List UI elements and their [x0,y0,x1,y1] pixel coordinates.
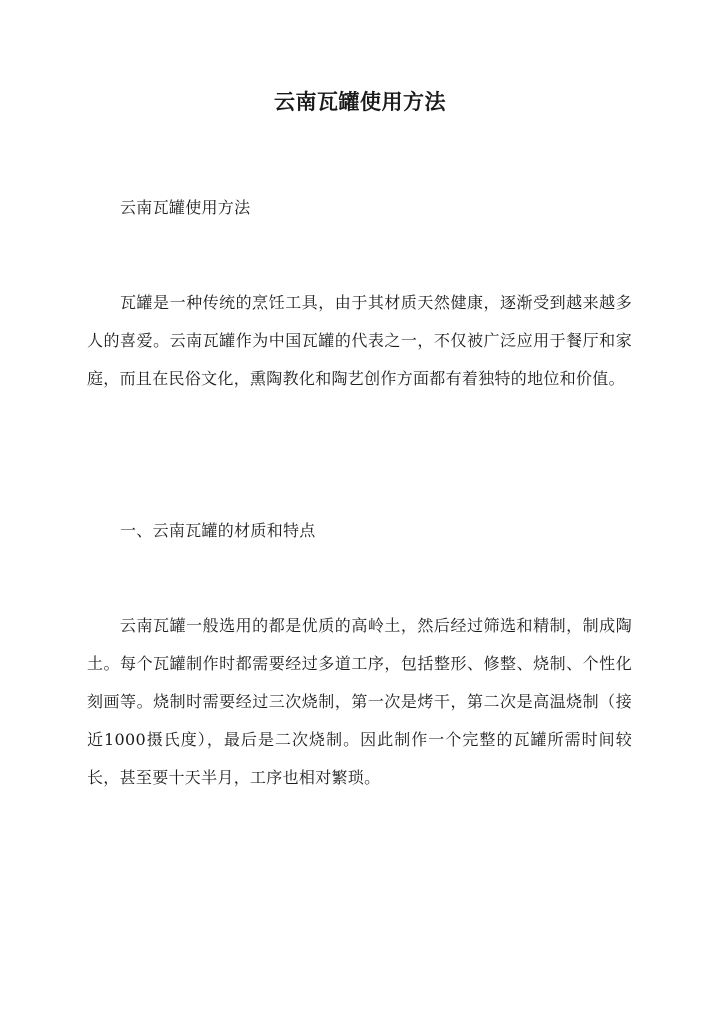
materials-paragraph: 云南瓦罐一般选用的都是优质的高岭土，然后经过筛选和精制，制成陶土。每个瓦罐制作时都需要经过多道工序，包括整形、修整、烧制、个性化刻画等。烧制时需要经过三次烧制，第一次是烤干，第二次是高温烧制（接近1000摄氏度），最后是二次烧制。因此制作一个完整的瓦罐所需时间较长，甚至要十天半月，工序也相对繁琐。 [87,616,632,787]
intro-paragraph: 瓦罐是一种传统的烹饪工具，由于其材质天然健康，逐渐受到越来越多人的喜爱。云南瓦罐作为中国瓦罐的代表之一，不仅被广泛应用于餐厅和家庭，而且在民俗文化，熏陶教化和陶艺创作方面都有着独特的地位和价值。 [87,293,632,388]
section-heading-materials: 一、云南瓦罐的材质和特点 [120,521,316,540]
document-title: 云南瓦罐使用方法 [274,89,446,114]
subtitle-paragraph: 云南瓦罐使用方法 [120,198,251,217]
